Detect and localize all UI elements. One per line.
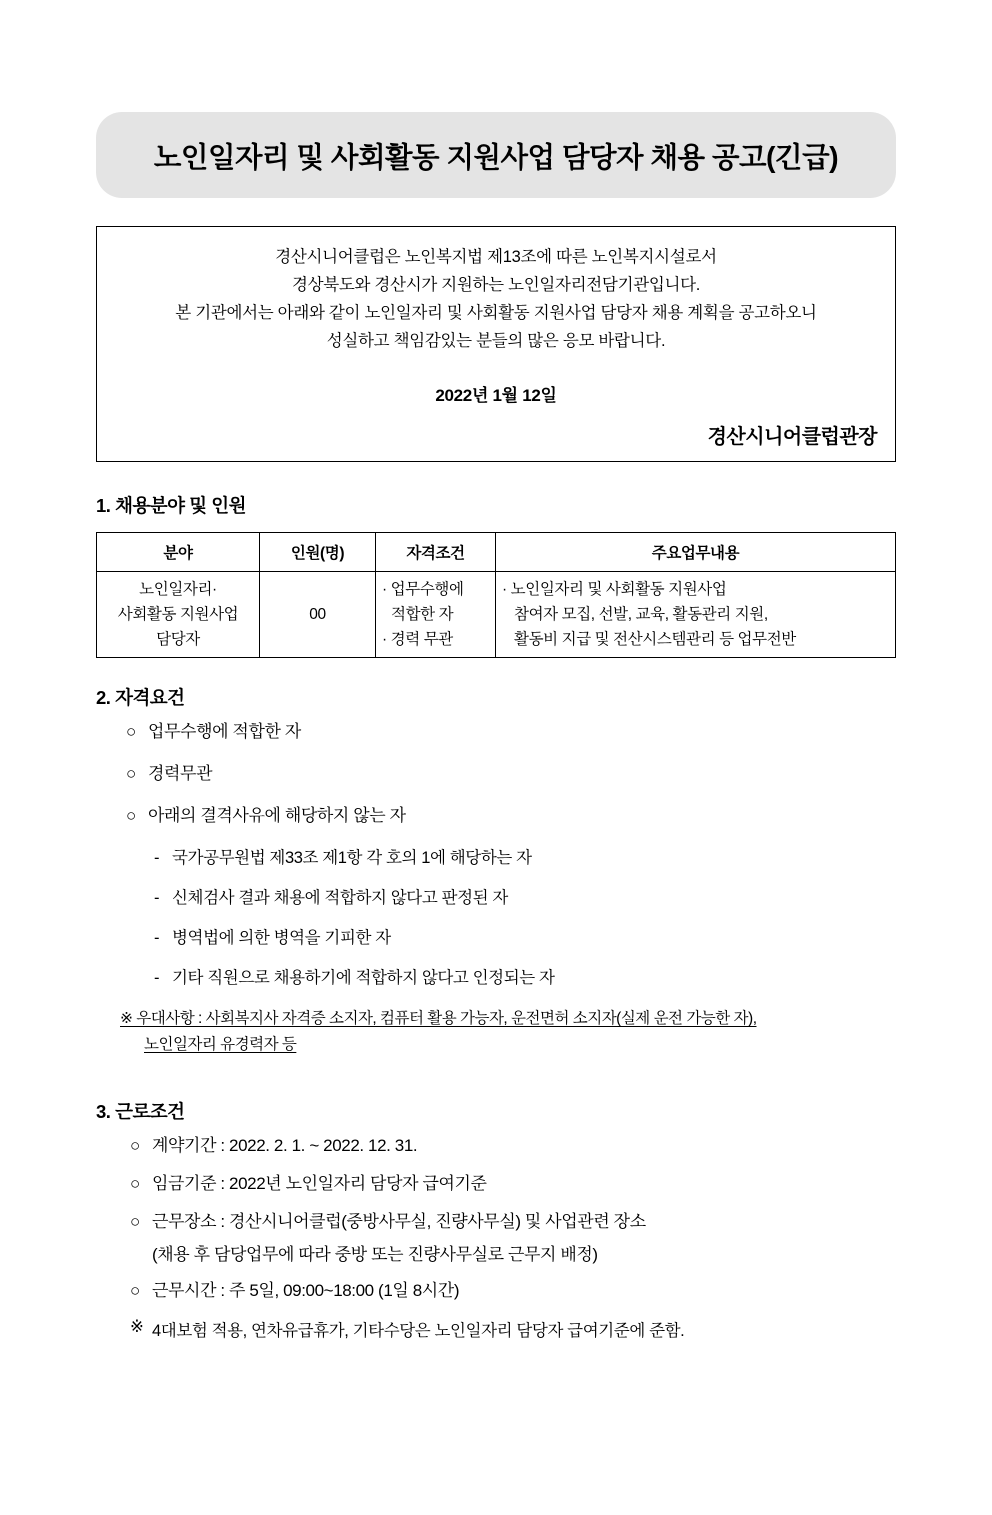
work-conditions-note-label: 4대보험 적용, 연차유급휴가, 기타수당은 노인일자리 담당자 급여기준에 준함. xyxy=(152,1322,685,1340)
list-item xyxy=(126,720,896,744)
preference-note-line-1: ※ 우대사항 : 사회복지사 자격증 소지자, 컴퓨터 활용 가능자, 운전면허 소지자(실제 운전 가능한 자), xyxy=(120,1010,757,1027)
table-header-duties: 주요업무내용 xyxy=(496,533,896,572)
title-banner xyxy=(96,112,896,198)
preference-note-line-2: 노인일자리 유경력자 등 xyxy=(144,1036,297,1053)
list-item-label: 기타 직원으로 채용하기에 적합하지 않다고 인정되는 자 xyxy=(172,969,555,987)
list-item-label: 아래의 결격사유에 해당하지 않는 자 xyxy=(148,806,406,825)
intro-line-3: 본 기관에서는 아래와 같이 노인일자리 및 사회활동 지원사업 담당자 채용 계획을 공고하오니 xyxy=(175,304,817,322)
cell-qual-line-2: 적합한 자 xyxy=(391,606,454,623)
recruitment-table xyxy=(96,532,896,658)
cell-duty-line-3: 활동비 지급 및 전산시스템관리 등 업무전반 xyxy=(514,631,796,648)
circle-bullet-icon: ○ xyxy=(126,764,136,783)
list-item-label: 병역법에 의한 병역을 기피한 자 xyxy=(172,929,391,947)
list-item-label: 계약기간 : 2022. 2. 1. ~ 2022. 12. 31. xyxy=(152,1136,418,1155)
section-heading-1: 1. 채용분야 및 인원 xyxy=(96,495,246,516)
preference-note xyxy=(120,1006,896,1058)
work-conditions-note xyxy=(130,1317,896,1341)
page-title: 노인일자리 및 사회활동 지원사업 담당자 채용 공고(긴급) xyxy=(153,141,839,174)
cell-duty-line-1: · 노인일자리 및 사회활동 지원사업 xyxy=(502,581,727,598)
dash-bullet-icon: - xyxy=(154,929,160,947)
intro-organization: 경산시니어클럽관장 xyxy=(707,426,877,448)
cell-field-line-2: 사회활동 지원사업 xyxy=(117,606,239,623)
list-item-label: 임금기준 : 2022년 노인일자리 담당자 급여기준 xyxy=(152,1174,487,1193)
intro-line-4: 성실하고 책임감있는 분들의 많은 응모 바랍니다. xyxy=(326,332,666,350)
table-header-row xyxy=(97,533,896,572)
list-item-label: 업무수행에 적합한 자 xyxy=(148,722,301,741)
intro-line-1: 경산시니어클럽은 노인복지법 제13조에 따른 노인복지시설로서 xyxy=(275,248,717,266)
document-page xyxy=(0,112,992,1515)
list-item xyxy=(154,966,896,990)
cell-qual-line-3: · 경력 무관 xyxy=(382,631,453,648)
table-row xyxy=(97,572,896,658)
qualification-list xyxy=(96,720,896,990)
list-item xyxy=(130,1172,896,1196)
list-item-label: 신체검사 결과 채용에 적합하지 않다고 판정된 자 xyxy=(172,889,508,907)
cell-duties xyxy=(496,572,896,658)
list-item-label: 경력무관 xyxy=(148,764,213,783)
circle-bullet-icon: ○ xyxy=(130,1281,140,1300)
table-header-qualification: 자격조건 xyxy=(376,533,496,572)
circle-bullet-icon: ○ xyxy=(130,1174,140,1193)
circle-bullet-icon: ○ xyxy=(130,1136,140,1155)
list-item xyxy=(130,1279,896,1303)
list-item xyxy=(154,886,896,910)
cell-duty-line-2: 참여자 모집, 선발, 교육, 활동관리 지원, xyxy=(514,606,768,623)
asterisk-bullet-icon: ※ xyxy=(130,1318,144,1336)
list-item xyxy=(154,926,896,950)
cell-count: 00 xyxy=(260,572,376,658)
section-heading-3: 3. 근로조건 xyxy=(96,1101,185,1122)
work-location-continuation: (채용 후 담당업무에 따라 중방 또는 진량사무실로 근무지 배정) xyxy=(152,1245,598,1264)
dash-bullet-icon: - xyxy=(154,849,160,867)
list-item-label: 근무시간 : 주 5일, 09:00~18:00 (1일 8시간) xyxy=(152,1281,460,1300)
list-item xyxy=(130,1210,896,1234)
table-header-field: 분야 xyxy=(97,533,260,572)
list-item xyxy=(130,1134,896,1158)
list-item-label: 국가공무원법 제33조 제1항 각 호의 1에 해당하는 자 xyxy=(172,849,532,867)
intro-line-2: 경상북도와 경산시가 지원하는 노인일자리전담기관입니다. xyxy=(291,276,701,294)
list-item xyxy=(126,762,896,786)
circle-bullet-icon: ○ xyxy=(126,806,136,825)
section-heading-2: 2. 자격요건 xyxy=(96,687,185,708)
intro-box xyxy=(96,226,896,462)
table-header-count: 인원(명) xyxy=(260,533,376,572)
circle-bullet-icon: ○ xyxy=(126,722,136,741)
cell-field-line-1: 노인일자리· xyxy=(139,581,217,598)
cell-qual-line-1: · 업무수행에 xyxy=(382,581,464,598)
dash-bullet-icon: - xyxy=(154,969,160,987)
dash-bullet-icon: - xyxy=(154,889,160,907)
cell-field-line-3: 담당자 xyxy=(156,631,200,648)
cell-qualification xyxy=(376,572,496,658)
intro-date: 2022년 1월 12일 xyxy=(435,386,557,405)
list-item xyxy=(126,804,896,828)
cell-field xyxy=(97,572,260,658)
list-item xyxy=(154,846,896,870)
list-item-label: 근무장소 : 경산시니어클럽(중방사무실, 진량사무실) 및 사업관련 장소 xyxy=(152,1212,646,1231)
work-conditions-list xyxy=(96,1134,896,1341)
circle-bullet-icon: ○ xyxy=(130,1212,140,1231)
